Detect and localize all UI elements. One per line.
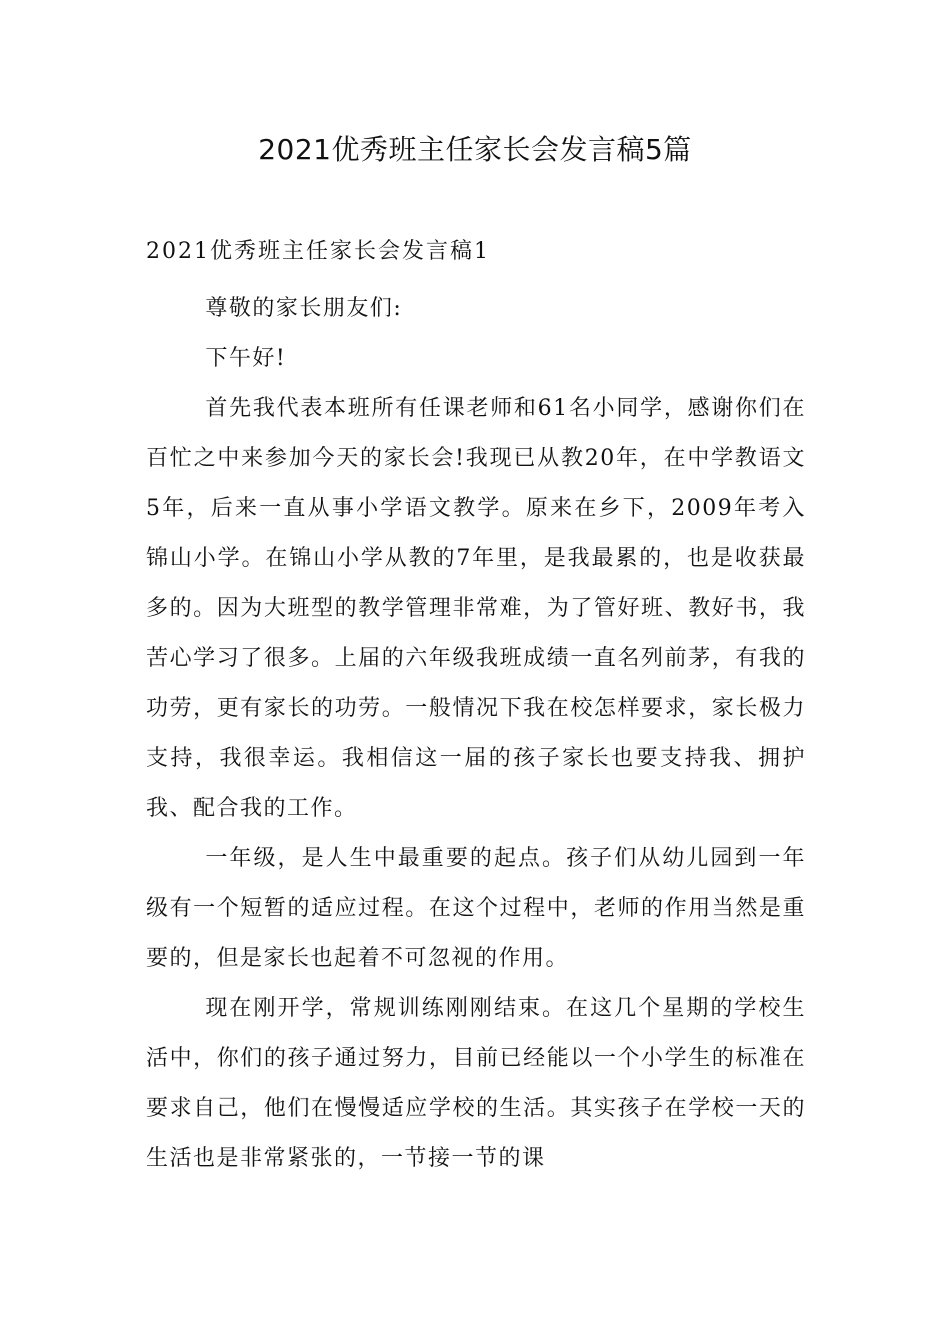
paragraph-school-start: 现在刚开学，常规训练刚刚结束。在这几个星期的学校生活中，你们的孩子通过努力，目前已经能以一个小学生的标准在要求自己，他们在慢慢适应学校的生活。其实孩子在学校一天的生活也是非常紧张的，一节接一节的课 xyxy=(146,996,806,1171)
paragraph-introduction: 首先我代表本班所有任课老师和61名小同学，感谢你们在百忙之中来参加今天的家长会!我现已从教20年，在中学教语文5年，后来一直从事小学语文教学。原来在乡下，2009年考入锦山小学。在锦山小学从教的7年里，是我最累的，也是收获最多的。因为大班型的教学管理非常难，为了管好班、教好书，我苦心学习了很多。上届的六年级我班成绩一直名列前茅，有我的功劳，更有家长的功劳。一般情况下我在校怎样要求，家长极力支持，我很幸运。我相信这一届的孩子家长也要支持我、拥护我、配合我的工作。 xyxy=(146,396,806,821)
document-body xyxy=(146,284,806,1184)
paragraph-greeting: 尊敬的家长朋友们: xyxy=(205,296,403,321)
paragraph-salutation: 下午好! xyxy=(205,346,287,371)
section-heading: 2021优秀班主任家长会发言稿1 xyxy=(146,239,490,264)
paragraph-first-grade: 一年级，是人生中最重要的起点。孩子们从幼儿园到一年级有一个短暂的适应过程。在这个过程中，老师的作用当然是重要的，但是家长也起着不可忽视的作用。 xyxy=(146,846,806,971)
document-title: 2021优秀班主任家长会发言稿5篇 xyxy=(258,133,692,166)
